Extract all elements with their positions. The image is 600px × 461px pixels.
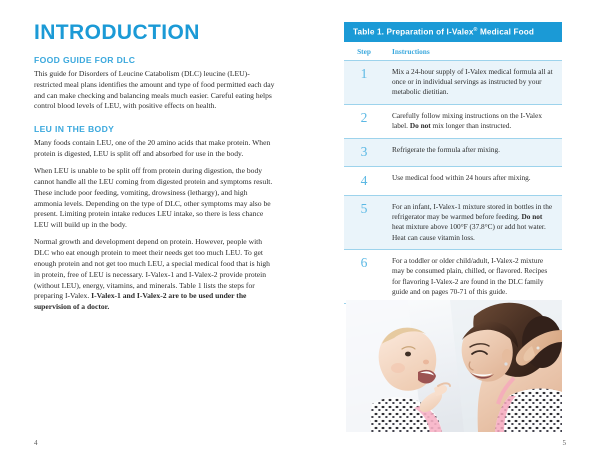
paragraph-leu-2: When LEU is unable to be split off from protein during digestion, the body cannot handle all the LEU coming from digested protein and symptoms result. These include poor feeding, vomiting, drowsiness (lethargy), and high ammonia levels. Depending on the type of DLC, other symptoms may also be present. Limiting protein intake reduces LEU intake, so there is less chance LEU will build up in the body. — [34, 166, 273, 230]
page-number-right: 5 — [562, 439, 566, 447]
paragraph-leu-3-emphasis: I-Valex-1 and I-Valex-2 are to be used under the supervision of a doctor. — [34, 291, 247, 312]
instruction-warning: Do not — [409, 121, 431, 131]
instruction-post: heat mixture above 100°F (37.8°C) or add hot water. Heat can cause vitamin loss. — [392, 222, 546, 242]
step-number: 5 — [344, 195, 384, 249]
table-row — [344, 104, 562, 138]
table-caption-prefix: Table 1. Preparation of I-Valex — [353, 27, 474, 37]
column-header-step: Step — [344, 42, 384, 61]
preparation-table — [344, 22, 562, 304]
section-heading-food-guide: FOOD GUIDE FOR DLC — [34, 55, 136, 66]
step-number: 2 — [344, 104, 384, 138]
paragraph-food-guide-1: This guide for Disorders of Leucine Catabolism (DLC) leucine (LEU)-restricted meal plans identifies the amount and type of food permitted each day and can make checking and balancing meals much easier. Careful eating helps control blood levels of LEU, with positive effects on health. — [34, 69, 275, 111]
paragraph-leu-1: Many foods contain LEU, one of the 20 amino acids that make protein. When protein is digested, LEU is split off and absorbed for use in the body. — [34, 138, 271, 158]
right-page — [300, 0, 600, 461]
table-caption-suffix: Medical Food — [477, 27, 535, 37]
step-number: 6 — [344, 249, 384, 303]
instruction-pre: For an infant, I-Valex-1 mixture stored in bottles in the refrigerator may be warmed before feeding. — [392, 201, 553, 221]
instruction-post: mix longer than instructed. — [430, 121, 512, 131]
step-instruction — [384, 195, 562, 249]
paragraph-leu-3 — [34, 237, 276, 312]
table-caption — [344, 22, 562, 42]
photo-illustration — [346, 300, 562, 432]
table-row — [344, 195, 562, 249]
table-row — [344, 249, 562, 303]
paragraph-leu-3-text: Normal growth and development depend on protein. However, people with DLC who eat enough protein to meet their needs get too much LEU. To get enough protein and not get too much LEU, a special medical food that is high in protein, free of LEU is necessary. I-Valex-1 and I-Valex-2 provide protein (without LEU), energy, vitamins, and minerals. Table 1 lists the steps for preparing I-Valex. — [34, 237, 270, 301]
step-number: 3 — [344, 138, 384, 167]
table-row — [344, 60, 562, 104]
page-number-left: 4 — [34, 439, 38, 447]
step-instruction: Use medical food within 24 hours after mixing. — [384, 167, 562, 196]
instruction-warning: Do not — [521, 211, 543, 221]
step-number: 1 — [344, 60, 384, 104]
section-heading-leu-in-the-body: LEU IN THE BODY — [34, 124, 115, 135]
registered-trademark-icon: ® — [473, 27, 478, 33]
column-header-instructions: Instructions — [384, 42, 562, 61]
step-instruction: Refrigerate the formula after mixing. — [384, 138, 562, 167]
step-instruction: Mix a 24-hour supply of I-Valex medical formula all at once or in individual servings as instructed by your metabolic dietitian. — [384, 60, 562, 104]
step-number: 4 — [344, 167, 384, 196]
mother-and-baby-photo — [346, 300, 562, 432]
step-instruction: For a toddler or older child/adult, I-Valex-2 mixture may be consumed plain, chilled, or flavored. Recipes for flavoring I-Valex-2 are found in the DLC family guide and on pages 70-71 of this guide. — [384, 249, 562, 303]
instruction-pre: Carefully follow mixing instructions on the I-Valex label. — [392, 110, 542, 131]
table-header-row — [344, 42, 562, 61]
table-row — [344, 138, 562, 167]
table-row — [344, 167, 562, 196]
page-title: INTRODUCTION — [34, 21, 200, 44]
step-instruction — [384, 104, 562, 138]
